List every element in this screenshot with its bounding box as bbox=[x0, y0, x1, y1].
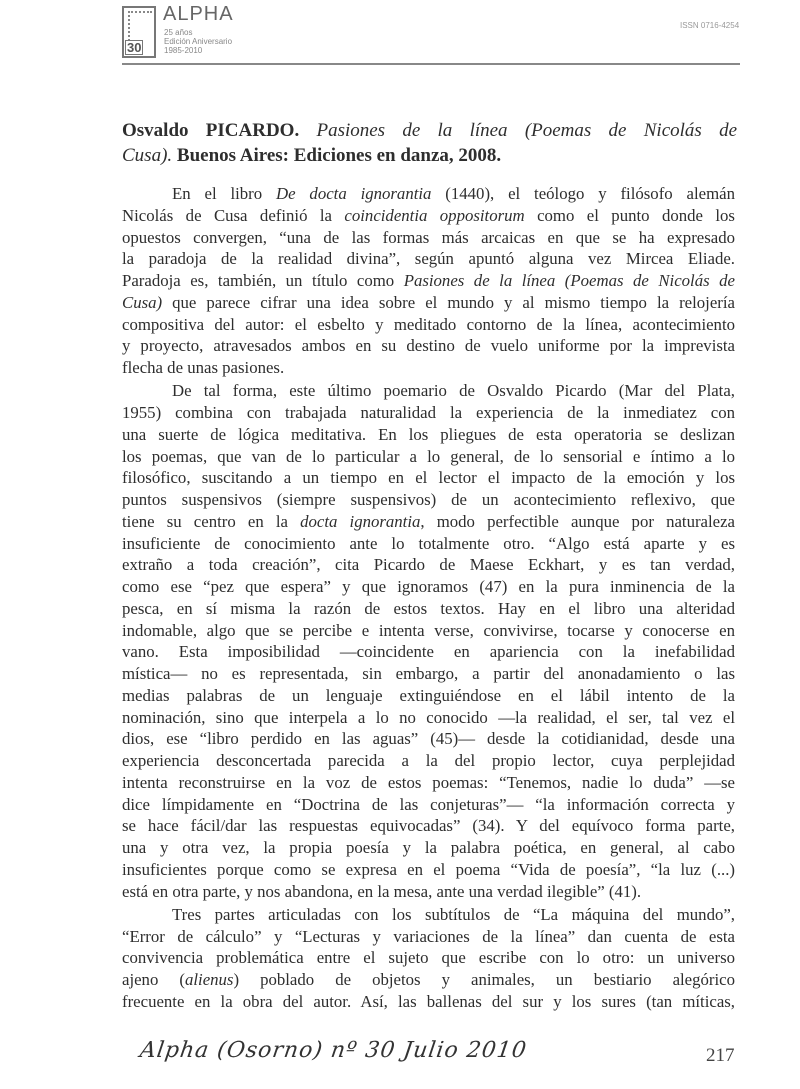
text-line bbox=[122, 380, 735, 402]
text-line bbox=[122, 598, 735, 620]
text-segment: ajeno ( bbox=[122, 970, 185, 989]
paragraph bbox=[122, 904, 735, 1013]
text-line bbox=[122, 991, 735, 1013]
text-line bbox=[122, 837, 735, 859]
text-segment: dice límpidamente en “Doctrina de las conjeturas”— “la información correcta y bbox=[122, 794, 735, 814]
text-line bbox=[122, 335, 735, 357]
text-segment: medias palabras de un lenguaje extinguiéndose en el lábil intento de la bbox=[122, 685, 735, 705]
text-line bbox=[122, 292, 735, 314]
text-segment: , modo perfectible aunque por naturaleza bbox=[420, 511, 735, 531]
text-segment: la paradoja de la realidad divina”, según apuntó alguna vez Mircea Eliade. bbox=[122, 249, 735, 269]
text-segment: nominación, sino que interpela a lo no conocido —la realidad, el ser, tal vez el bbox=[122, 707, 735, 727]
text-line bbox=[122, 227, 735, 249]
text-segment: experiencia desconcertada parecida a la del propio lector, cuya perplejidad bbox=[122, 751, 735, 770]
text-segment: que parece cifrar una idea sobre el mundo y al mismo tiempo la relojería bbox=[162, 292, 735, 312]
text-line bbox=[122, 663, 735, 685]
text-segment: una y otra vez, la propia poesía y la palabra poética, en general, al cabo bbox=[122, 838, 735, 857]
text-line bbox=[122, 533, 735, 555]
text-segment: ) poblado de objetos y animales, un bestiario alegórico bbox=[233, 970, 736, 989]
text-segment: se hace fácil/dar las respuestas equivocadas” (34). Y del equívoco forma parte, bbox=[122, 816, 735, 836]
text-line bbox=[122, 446, 735, 468]
text-segment: dios, ese “libro perdido en las aguas” (45)— desde la cotidianidad, desde una bbox=[122, 729, 735, 749]
italic-text: Cusa) bbox=[122, 292, 163, 312]
text-segment: filosófico, suscitando a un tiempo en el lector el impacto de la emoción y los bbox=[122, 468, 735, 488]
author-name: Osvaldo PICARDO. bbox=[122, 120, 300, 141]
text-line bbox=[122, 576, 735, 598]
text-line bbox=[122, 554, 735, 576]
text-line bbox=[122, 859, 735, 881]
page-number: 217 bbox=[706, 1045, 735, 1066]
italic-text: Pasiones de la línea (Poemas de Nicolás de bbox=[403, 271, 735, 290]
italic-text: coincidentia oppositorum bbox=[344, 205, 525, 225]
text-segment: Paradoja es, también, un título como bbox=[122, 271, 404, 290]
text-line bbox=[122, 750, 735, 772]
text-line bbox=[122, 270, 735, 292]
text-line bbox=[122, 685, 735, 707]
text-segment: 1955) combina con trabajada naturalidad la experiencia de la inmediatez con bbox=[122, 403, 735, 422]
text-segment: y proyecto, atravesados ambos en su destino de vuelo uniforme por la imprevista bbox=[122, 336, 735, 356]
text-segment: está en otra parte, y nos abandona, en la mesa, ante una verdad ilegible” (41). bbox=[122, 881, 642, 901]
text-segment: “Error de cálculo” y “Lecturas y variaciones de la línea” dan cuenta de esta bbox=[122, 926, 735, 946]
italic-text: alienus bbox=[184, 970, 234, 989]
text-segment: convivencia problemática entre el sujeto que escribe con lo otro: un universo bbox=[122, 948, 735, 968]
text-line bbox=[122, 881, 735, 903]
text-segment: Tres partes articuladas con los subtítulos de “La máquina del mundo”, bbox=[172, 904, 735, 924]
text-segment: pesca, en sí misma la razón de estos textos. Hay en el libro una alteridad bbox=[122, 598, 735, 618]
logo-emblem-icon bbox=[128, 11, 152, 41]
header-divider bbox=[122, 63, 740, 65]
text-segment: una suerte de lógica meditativa. En los pliegues de esta operatoria se deslizan bbox=[122, 424, 735, 444]
journal-subtitle bbox=[164, 28, 232, 55]
review-title bbox=[122, 118, 737, 168]
handwritten-note: Alpha (Osorno) nº 30 Julio 2010 bbox=[138, 1038, 529, 1063]
text-line bbox=[122, 620, 735, 642]
italic-text: docta ignorantia bbox=[300, 511, 421, 531]
issn: ISSN 0716-4254 bbox=[680, 21, 740, 30]
text-line bbox=[122, 794, 735, 816]
subtitle-line: 25 años bbox=[164, 28, 193, 37]
text-segment: tiene su centro en la bbox=[122, 511, 301, 531]
text-segment: insuficientes porque como se expresa en el poema “Vida de poesía”, “la luz (...) bbox=[122, 859, 735, 879]
text-segment: vano. Esta imposibilidad —coincidente en apariencia con la inefabilidad bbox=[122, 642, 735, 662]
text-line bbox=[122, 205, 735, 227]
text-line bbox=[122, 511, 735, 533]
text-line bbox=[122, 402, 735, 424]
text-segment: intenta reconstruirse en la voz de estos poemas: “Tenemos, nadie lo duda” —se bbox=[122, 772, 735, 792]
text-segment: (1440), el teólogo y filósofo alemán bbox=[431, 184, 735, 203]
text-segment: como el punto donde los bbox=[524, 205, 735, 225]
text-line bbox=[122, 248, 735, 270]
text-line bbox=[122, 926, 735, 948]
text-segment: puntos suspensivos (siempre suspensivos) de un acontecimiento reflexivo, que bbox=[122, 490, 735, 509]
text-line bbox=[122, 467, 735, 489]
text-line bbox=[122, 772, 735, 794]
text-segment: compositiva del autor: el esbelto y meditado contorno de la línea, acontecimiento bbox=[122, 314, 735, 334]
text-segment: Nicolás de Cusa definió la bbox=[122, 205, 345, 225]
text-line bbox=[122, 815, 735, 837]
paragraph bbox=[122, 183, 735, 379]
text-segment: extraño a toda creación”, cita Picardo de Maese Eckhart, y es tan verdad, bbox=[122, 555, 735, 575]
italic-text: De docta ignorantia bbox=[276, 184, 432, 203]
journal-name: ALPHA bbox=[163, 3, 234, 25]
text-line bbox=[122, 947, 735, 969]
logo-number: 30 bbox=[127, 40, 142, 55]
text-segment: De tal forma, este último poemario de Osvaldo Picardo (Mar del Plata, bbox=[172, 381, 735, 401]
text-line bbox=[122, 904, 735, 926]
text-line bbox=[122, 489, 735, 511]
review-body bbox=[122, 183, 735, 1014]
text-segment: frecuente en la obra del autor. Así, las ballenas del sur y los sures (tan míticas, bbox=[122, 991, 735, 1011]
text-line bbox=[122, 314, 735, 336]
text-line bbox=[122, 424, 735, 446]
text-segment: los poemas, que van de lo particular a lo general, de lo sensorial e íntimo a lo bbox=[122, 446, 735, 466]
text-line bbox=[122, 641, 735, 663]
text-segment: mística— no es representada, sin embargo, a partir del anonadamiento o las bbox=[122, 664, 735, 683]
text-segment: indomable, algo que se percibe e intenta verse, convivirse, tocarse y conocerse en bbox=[122, 620, 735, 640]
book-title-cont: Cusa). bbox=[122, 145, 173, 166]
text-line bbox=[122, 183, 735, 205]
text-segment: insuficiente de conocimiento ante lo totalmente otro. “Algo está aparte y es bbox=[122, 533, 735, 553]
text-line bbox=[122, 969, 735, 991]
text-segment: En el libro bbox=[172, 184, 277, 203]
book-title: Pasiones de la línea (Poemas de Nicolás de bbox=[316, 120, 738, 141]
subtitle-line: Edición Aniversario bbox=[164, 37, 233, 46]
publisher-info: Buenos Aires: Ediciones en danza, 2008. bbox=[176, 145, 502, 166]
text-line bbox=[122, 728, 735, 750]
text-line bbox=[122, 357, 735, 379]
paragraph bbox=[122, 380, 735, 902]
text-segment: flecha de unas pasiones. bbox=[122, 358, 285, 377]
journal-logo bbox=[122, 6, 156, 58]
subtitle-line: 1985-2010 bbox=[164, 46, 203, 55]
text-segment: opuestos convergen, “una de las formas más arcaicas en que se ha expresado bbox=[122, 227, 735, 247]
text-segment: como ese “pez que espera” y que ignoramos (47) en la pura inminencia de la bbox=[122, 577, 735, 596]
text-line bbox=[122, 707, 735, 729]
